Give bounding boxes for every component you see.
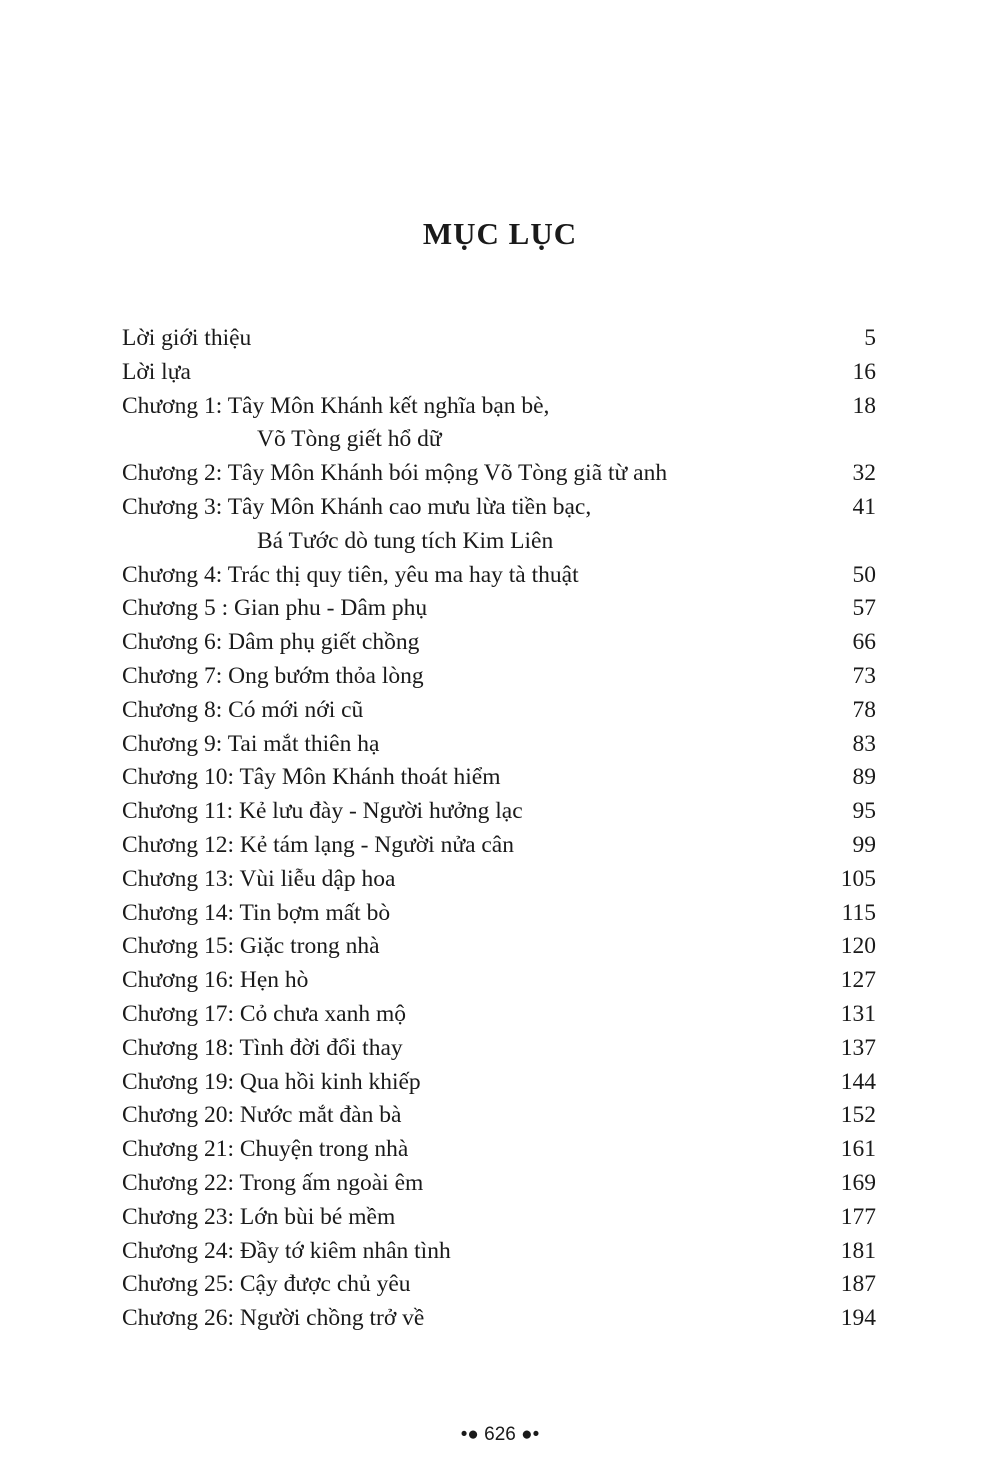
toc-entry-title: Chương 25: Cậy được chủ yêu — [122, 1271, 411, 1298]
toc-entry-line — [122, 897, 876, 931]
toc-entry-title: Lời giới thiệu — [122, 325, 252, 351]
toc-entry-page-number: 78 — [852, 696, 876, 723]
toc-entry-title: Chương 6: Dâm phụ giết chồng — [122, 629, 420, 656]
toc-entry-line — [122, 694, 876, 728]
toc-entry-title: Chương 9: Tai mắt thiên hạ — [122, 730, 380, 757]
toc-entry-line — [122, 390, 876, 424]
toc-entry-title: Chương 1: Tây Môn Khánh kết nghĩa bạn bè, — [122, 392, 550, 419]
toc-entry-title: Lời lựa — [122, 358, 191, 385]
toc-entry-page-number: 177 — [840, 1203, 876, 1230]
toc-entry — [122, 761, 876, 795]
toc-entry-line — [122, 322, 876, 356]
toc-entry-line — [122, 761, 876, 795]
toc-entry-title: Chương 5 : Gian phu - Dâm phụ — [122, 595, 428, 622]
toc-entry — [122, 491, 876, 559]
toc-entry — [122, 1268, 876, 1302]
toc-entry-title: Chương 16: Hẹn hò — [122, 967, 309, 994]
toc-entry — [122, 964, 876, 998]
toc-entry-line — [122, 829, 876, 863]
toc-entry-line — [122, 998, 876, 1032]
toc-entry — [122, 930, 876, 964]
page-title: MỤC LỤC — [422, 216, 578, 251]
toc-entry — [122, 1167, 876, 1201]
toc-entry — [122, 457, 876, 491]
toc-entry-line — [122, 1167, 876, 1201]
toc-entry-title: Chương 24: Đầy tớ kiêm nhân tình — [122, 1237, 451, 1264]
toc-entry — [122, 1302, 876, 1336]
toc-entry-page-number: 99 — [852, 831, 876, 858]
toc-entry-page-number: 127 — [840, 967, 876, 994]
toc-entry-line — [122, 457, 876, 491]
toc-entry-page-number: 115 — [841, 899, 876, 926]
footer-ornament-right: ●• — [521, 1424, 540, 1445]
toc-entry — [122, 322, 876, 356]
toc-entry-line — [122, 356, 876, 390]
toc-entry-page-number: 18 — [852, 392, 876, 419]
toc-entry-title: Chương 12: Kẻ tám lạng - Người nửa cân — [122, 831, 514, 858]
toc-entry-title: Chương 4: Trác thị quy tiên, yêu ma hay tà thuật — [122, 561, 579, 588]
toc-entry-title: Chương 19: Qua hồi kinh khiếp — [122, 1068, 421, 1095]
toc-entry-page-number: 194 — [840, 1305, 876, 1332]
toc-entry-title: Chương 11: Kẻ lưu đày - Người hưởng lạc — [122, 798, 523, 825]
toc-entry-line — [122, 1268, 876, 1302]
toc-entry-title: Chương 26: Người chồng trở về — [122, 1305, 425, 1332]
toc-entry-line — [122, 964, 876, 998]
footer-page-number: 626 — [484, 1424, 516, 1445]
toc-entry-line — [122, 626, 876, 660]
toc-entry — [122, 356, 876, 390]
toc-entry-line — [122, 863, 876, 897]
toc-entry-title: Chương 2: Tây Môn Khánh bói mộng Võ Tòng giã từ anh — [122, 460, 668, 487]
toc-entry-title: Chương 22: Trong ấm ngoài êm — [122, 1169, 424, 1196]
toc-entry-page-number: 32 — [852, 460, 876, 487]
footer-ornament-left: •● — [460, 1424, 479, 1445]
toc-entry-page-number: 187 — [840, 1271, 876, 1298]
toc-entry-title: Chương 23: Lớn bùi bé mềm — [122, 1203, 396, 1230]
toc-entry-line — [122, 1302, 876, 1336]
toc-entry-page-number: 5 — [864, 325, 876, 351]
toc-entry-line — [122, 728, 876, 762]
toc-entry-line — [122, 1235, 876, 1269]
toc-entry-page-number: 73 — [852, 662, 876, 689]
toc-entry-title: Chương 14: Tin bợm mất bò — [122, 899, 391, 926]
toc-entry-page-number: 169 — [840, 1169, 876, 1196]
toc-entry-page-number: 16 — [852, 358, 876, 385]
toc-entry-page-number: 57 — [852, 595, 876, 622]
toc-entry-line — [122, 795, 876, 829]
toc-entry-page-number: 131 — [840, 1000, 876, 1027]
toc-entry-page-number: 105 — [840, 865, 876, 892]
toc-entry-page-number: 161 — [840, 1136, 876, 1163]
toc-entry-title-continuation: Võ Tòng giết hổ dữ — [257, 426, 442, 453]
toc-entry-title: Chương 13: Vùi liễu dập hoa — [122, 865, 396, 892]
toc-entry-title: Chương 21: Chuyện trong nhà — [122, 1136, 409, 1163]
toc-entry-title: Chương 15: Giặc trong nhà — [122, 933, 380, 960]
toc-entry — [122, 863, 876, 897]
toc-entry — [122, 626, 876, 660]
toc-entry — [122, 390, 876, 458]
toc-entry-title: Chương 8: Có mới nới cũ — [122, 696, 364, 723]
toc-entry — [122, 559, 876, 593]
toc-entry-line — [122, 1066, 876, 1100]
toc-entry-page-number: 41 — [852, 493, 876, 520]
page-footer — [0, 1422, 1000, 1448]
toc-entry-page-number: 89 — [852, 764, 876, 791]
toc-entry-line — [122, 1201, 876, 1235]
table-of-contents — [122, 322, 876, 1336]
toc-entry-title: Chương 7: Ong bướm thỏa lòng — [122, 662, 424, 689]
toc-entry-page-number: 50 — [852, 561, 876, 588]
toc-entry-page-number: 66 — [852, 629, 876, 656]
toc-entry-page-number: 95 — [852, 798, 876, 825]
toc-entry — [122, 1099, 876, 1133]
toc-entry — [122, 1032, 876, 1066]
toc-entry-page-number: 120 — [840, 933, 876, 960]
toc-entry-page-number: 137 — [840, 1034, 876, 1061]
toc-entry — [122, 1235, 876, 1269]
toc-entry-page-number: 83 — [852, 730, 876, 757]
toc-entry-line — [122, 1032, 876, 1066]
toc-entry-page-number: 152 — [840, 1102, 876, 1129]
toc-entry — [122, 1066, 876, 1100]
toc-entry — [122, 1133, 876, 1167]
toc-entry-title: Chương 17: Cỏ chưa xanh mộ — [122, 1000, 406, 1027]
toc-entry-title: Chương 3: Tây Môn Khánh cao mưu lừa tiền bạc, — [122, 493, 592, 520]
toc-entry-line — [122, 559, 876, 593]
toc-entry-title: Chương 20: Nước mắt đàn bà — [122, 1102, 402, 1129]
toc-entry-title: Chương 10: Tây Môn Khánh thoát hiểm — [122, 764, 501, 791]
toc-entry — [122, 829, 876, 863]
toc-entry — [122, 795, 876, 829]
toc-entry-title: Chương 18: Tình đời đổi thay — [122, 1034, 403, 1061]
toc-entry — [122, 660, 876, 694]
toc-entry — [122, 998, 876, 1032]
toc-entry — [122, 728, 876, 762]
toc-entry-title-continuation: Bá Tước dò tung tích Kim Liên — [257, 527, 554, 554]
toc-entry-line — [122, 491, 876, 525]
toc-entry-page-number: 144 — [840, 1068, 876, 1095]
toc-entry — [122, 592, 876, 626]
toc-entry-page-number: 181 — [840, 1237, 876, 1264]
toc-entry-line — [122, 1099, 876, 1133]
toc-entry-line — [122, 592, 876, 626]
toc-entry — [122, 1201, 876, 1235]
toc-entry-line — [122, 1133, 876, 1167]
toc-entry — [122, 897, 876, 931]
toc-entry-line — [122, 660, 876, 694]
toc-entry-line — [122, 930, 876, 964]
toc-entry — [122, 694, 876, 728]
